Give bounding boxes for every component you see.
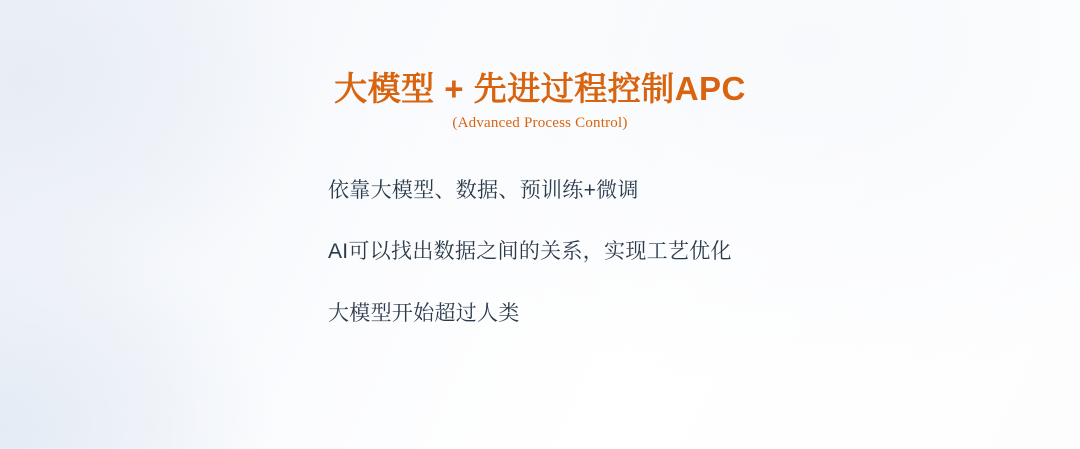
page-title: 大模型 + 先进过程控制APC [334,70,746,107]
title-block [0,68,1080,132]
list-item: AI可以找出数据之间的关系，实现工艺优化 [328,240,732,264]
page-subtitle: (Advanced Process Control) [452,115,628,132]
list-item: 依靠大模型、数据、预训练+微调 [328,179,639,202]
bullet-list [328,176,732,328]
list-item: 大模型开始超过人类 [328,301,520,325]
